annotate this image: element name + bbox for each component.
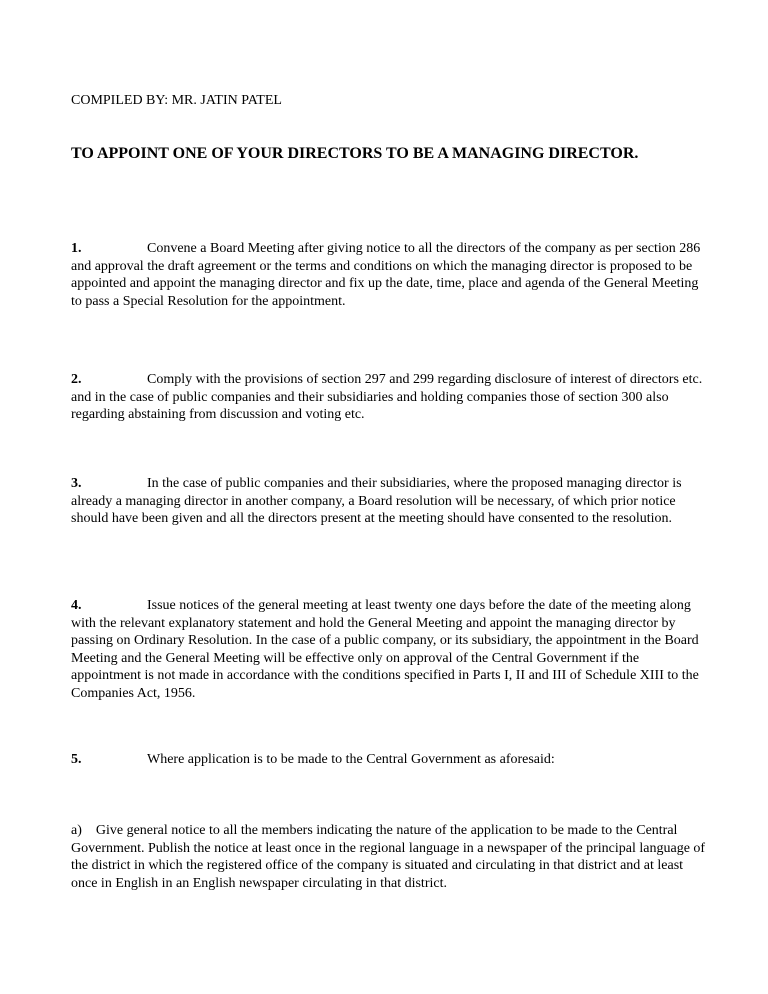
item-5 — [71, 751, 711, 769]
item-2-number: 2. — [71, 372, 82, 387]
item-5-number: 5. — [71, 752, 82, 767]
item-1-number: 1. — [71, 241, 82, 256]
item-4 — [71, 597, 711, 702]
item-3-text: In the case of public companies and their subsidiaries, where the proposed managing director is already a managing director in another company, a Board resolution will be necessary, of which prior notice should have been given and all the directors present at the meeting should have consented to the resolution. — [71, 476, 682, 526]
item-2-text: Comply with the provisions of section 297 and 299 regarding disclosure of interest of directors etc. and in the case of public companies and their subsidiaries and holding companies those of section 300 also regarding abstaining from discussion and voting etc. — [71, 372, 703, 422]
compiled-by-line: COMPILED BY: MR. JATIN PATEL — [71, 93, 282, 108]
item-1 — [71, 240, 711, 310]
item-3-number: 3. — [71, 476, 82, 491]
item-4-text: Issue notices of the general meeting at least twenty one days before the date of the meeting along with the relevant explanatory statement and hold the General Meeting and appoint the managing director by passing on Ordinary Resolution. In the case of a public company, or its subsidiary, the appointment in the Board Meeting and the General Meeting will be effective only on approval of the Central Government if the appointment is not made in accordance with the conditions specified in Parts I, II and III of Schedule XIII to the Companies Act, 1956. — [71, 598, 699, 701]
item-4-number: 4. — [71, 598, 82, 613]
item-2 — [71, 371, 711, 424]
item-1-text: Convene a Board Meeting after giving notice to all the directors of the company as per section 286 and approval the draft agreement or the terms and conditions on which the managing director is proposed to be appointed and appoint the managing director and fix up the date, time, place and agenda of the General Meeting to pass a Special Resolution for the appointment. — [71, 241, 701, 309]
document-title: TO APPOINT ONE OF YOUR DIRECTORS TO BE A MANAGING DIRECTOR. — [71, 145, 639, 162]
item-5-text: Where application is to be made to the Central Government as aforesaid: — [147, 752, 555, 767]
item-3 — [71, 475, 711, 528]
sub-item-a: a) Give general notice to all the members indicating the nature of the application to be made to the Central Government. Publish the notice at least once in the regional language in a newspaper of the principal language of the district in which the registered office of the company is situated and circulating in that district and at least once in English in an English newspaper circulating in that district. — [71, 823, 709, 891]
